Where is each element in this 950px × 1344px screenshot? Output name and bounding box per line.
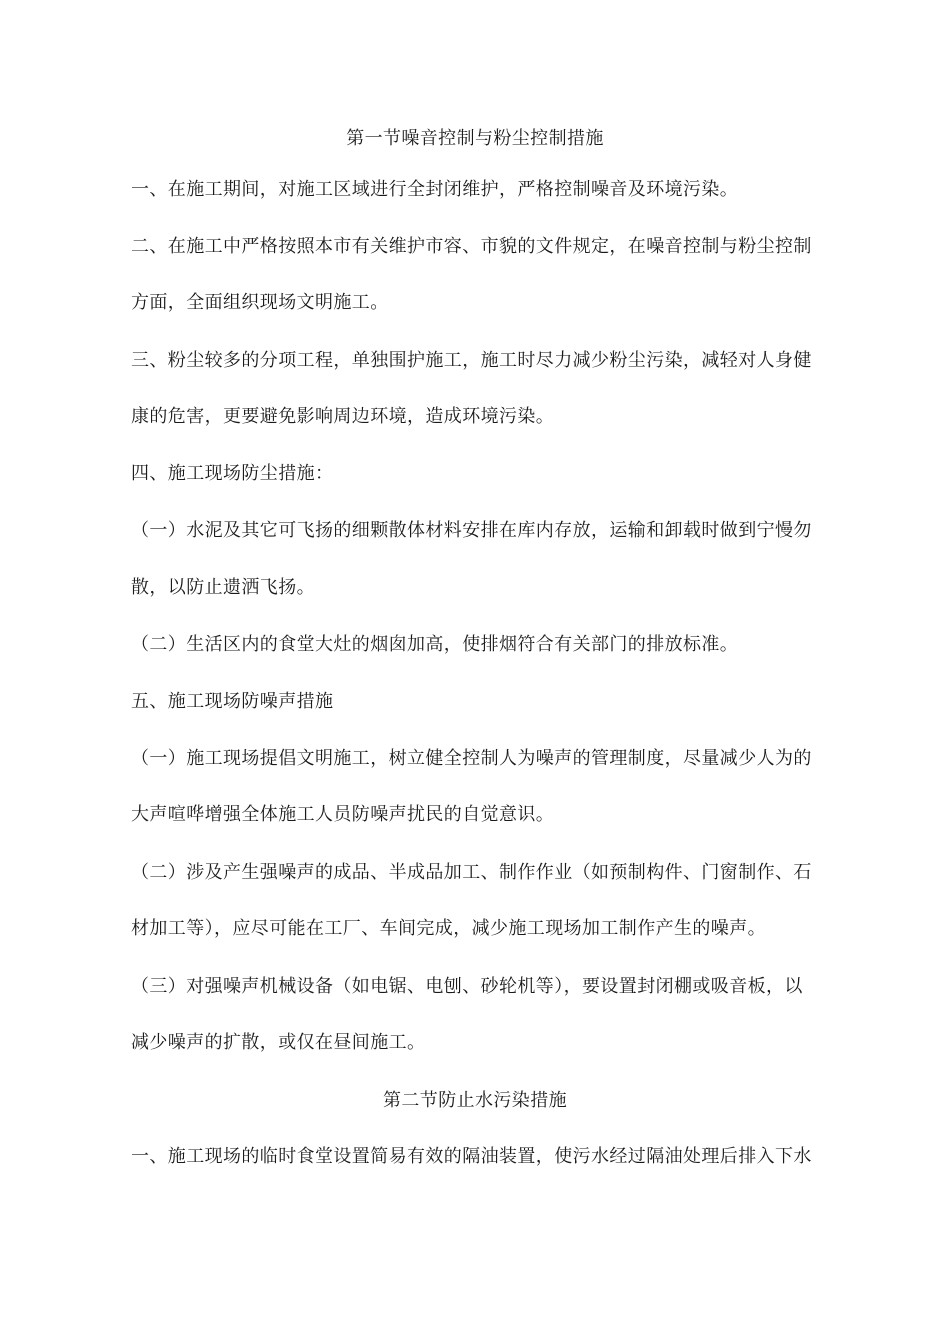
paragraph-4-item-1-line-2: 散，以防止遗洒飞扬。 bbox=[131, 577, 315, 598]
paragraph-3-line-2: 康的危害，更要避免影响周边环境，造成环境污染。 bbox=[131, 406, 555, 427]
paragraph-3-line-1: 三、粉尘较多的分项工程，单独围护施工，施工时尽力减少粉尘污染，减轻对人身健 bbox=[131, 350, 812, 371]
paragraph-2-line-1: 二、在施工中严格按照本市有关维护市容、市貌的文件规定，在噪音控制与粉尘控制 bbox=[131, 236, 812, 257]
paragraph-4-item-2: （二）生活区内的食堂大灶的烟囱加高，使排烟符合有关部门的排放标准。 bbox=[131, 634, 739, 655]
paragraph-1: 一、在施工期间，对施工区域进行全封闭维护，严格控制噪音及环境污染。 bbox=[131, 179, 739, 200]
paragraph-5-item-1-line-2: 大声喧哗增强全体施工人员防噪声扰民的自觉意识。 bbox=[131, 804, 555, 825]
paragraph-5-item-3-line-1: （三）对强噪声机械设备（如电锯、电刨、砂轮机等），要设置封闭棚或吸音板，以 bbox=[131, 976, 803, 997]
paragraph-4-heading: 四、施工现场防尘措施： bbox=[131, 463, 334, 484]
paragraph-5-item-1-line-1: （一）施工现场提倡文明施工，树立健全控制人为噪声的管理制度，尽量减少人为的 bbox=[131, 748, 812, 769]
paragraph-2-line-2: 方面，全面组织现场文明施工。 bbox=[131, 292, 389, 313]
paragraph-5-item-3-line-2: 减少噪声的扩散，或仅在昼间施工。 bbox=[131, 1032, 426, 1053]
section-2-paragraph-1-line-1: 一、施工现场的临时食堂设置简易有效的隔油装置，使污水经过隔油处理后排入下水 bbox=[131, 1146, 812, 1167]
section-1-title: 第一节噪音控制与粉尘控制措施 bbox=[346, 128, 604, 149]
paragraph-5-item-2-line-1: （二）涉及产生强噪声的成品、半成品加工、制作作业（如预制构件、门窗制作、石 bbox=[131, 862, 812, 883]
paragraph-4-item-1-line-1: （一）水泥及其它可飞扬的细颗散体材料安排在库内存放，运输和卸载时做到宁慢勿 bbox=[131, 520, 812, 541]
paragraph-5-heading: 五、施工现场防噪声措施 bbox=[131, 691, 334, 712]
paragraph-5-item-2-line-2: 材加工等），应尽可能在工厂、车间完成，减少施工现场加工制作产生的噪声。 bbox=[131, 918, 766, 939]
section-2-title: 第二节防止水污染措施 bbox=[383, 1090, 567, 1111]
